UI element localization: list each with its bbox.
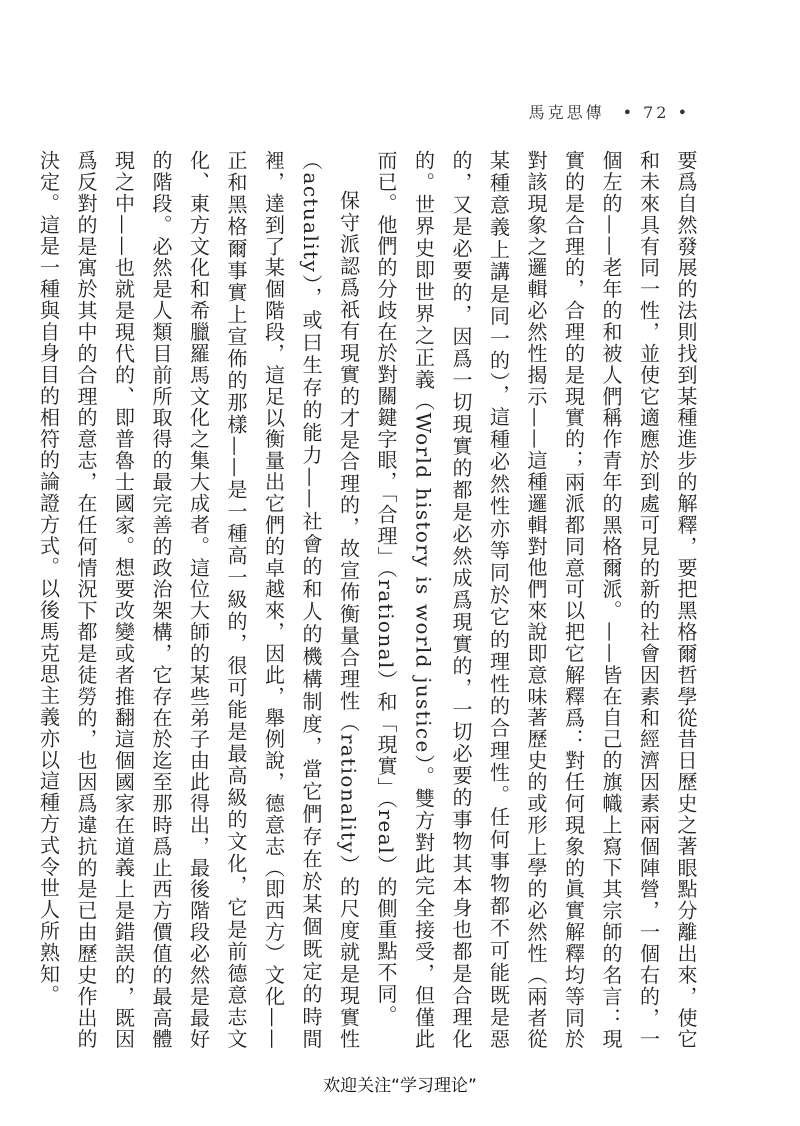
paragraph: 要爲自然發展的法則找到某種進步的解釋，要把黑格爾哲學從昔日歷史之著眼點分離出來，使它和未來具有同一性，並使它適應於到處可見的新的社會因素和經濟因素兩個陣營，一個右的，一個左的——老年的和被人們稱作青年的黑格爾派。——皆在自己的旗幟上寫下其宗師的名言：現實的是合理的，合理的是現實的；兩派都同意可以把它解釋爲：對任何現象的眞實解釋均等同於對該現象之邏輯必然性揭示——這種邏輯對他們來說即意味著歷史的或形上學的必然性（兩者從某種意義上講是同一的），這種必然性亦等同於它的理性的合理性。任何事物都不可能既是惡的，又是必要的，因爲一切現實的都是必然成爲現實的，一切必要的事物其本身也都是合理化的。世界史即世界之正義（World history is world justice）。雙方對此完全接受，但僅此而已。他們的分歧在於對關鍵字眼，「合理」（rational）和「現實」（real）的側重點不同。 <box>374 150 698 1050</box>
book-title: 馬克思傳 <box>528 103 605 122</box>
paragraph: 保守派認爲祇有現實的才是合理的，故宣佈衡量合理性（rationality）的尺度就是現實性（actuality），或曰生存的能力——社會的和人的機構制度，當它們存在於某個既定的時間裡，達到了某個階段，這足以衡量出它們的卓越來，因此，舉例說，德意志（即西方）文化——正和黑格爾事實上宣佈的那樣——是一種高一級的，很可能是最高級的文化，它是前德意志文化、東方文化和希臘羅馬文化之集大成者。這位大師的某些弟子由此得出，最後階段必然是最好的階段。必然是人類目前所取得的最完善的政治架構，它存在於迄至那時爲止西方價值的最高體現之中——也就是現代的、即普魯士國家。想要改變或者推翻這個國家在道義上是錯誤的，既因爲反對的是寓於其中的合理的意志，在任何情況下都是徒勞的，也因爲違抗的是已由歷史作出的決定。這是一種與自身目的相符的論證方式。以後馬克思主義亦以這種方式令世人所熟知。 <box>36 150 361 1050</box>
body-text <box>36 150 704 1050</box>
running-header <box>529 100 690 123</box>
footer-caption: 欢迎关注“学习理论” <box>323 1076 477 1096</box>
page-number: • 72 • <box>622 103 690 122</box>
